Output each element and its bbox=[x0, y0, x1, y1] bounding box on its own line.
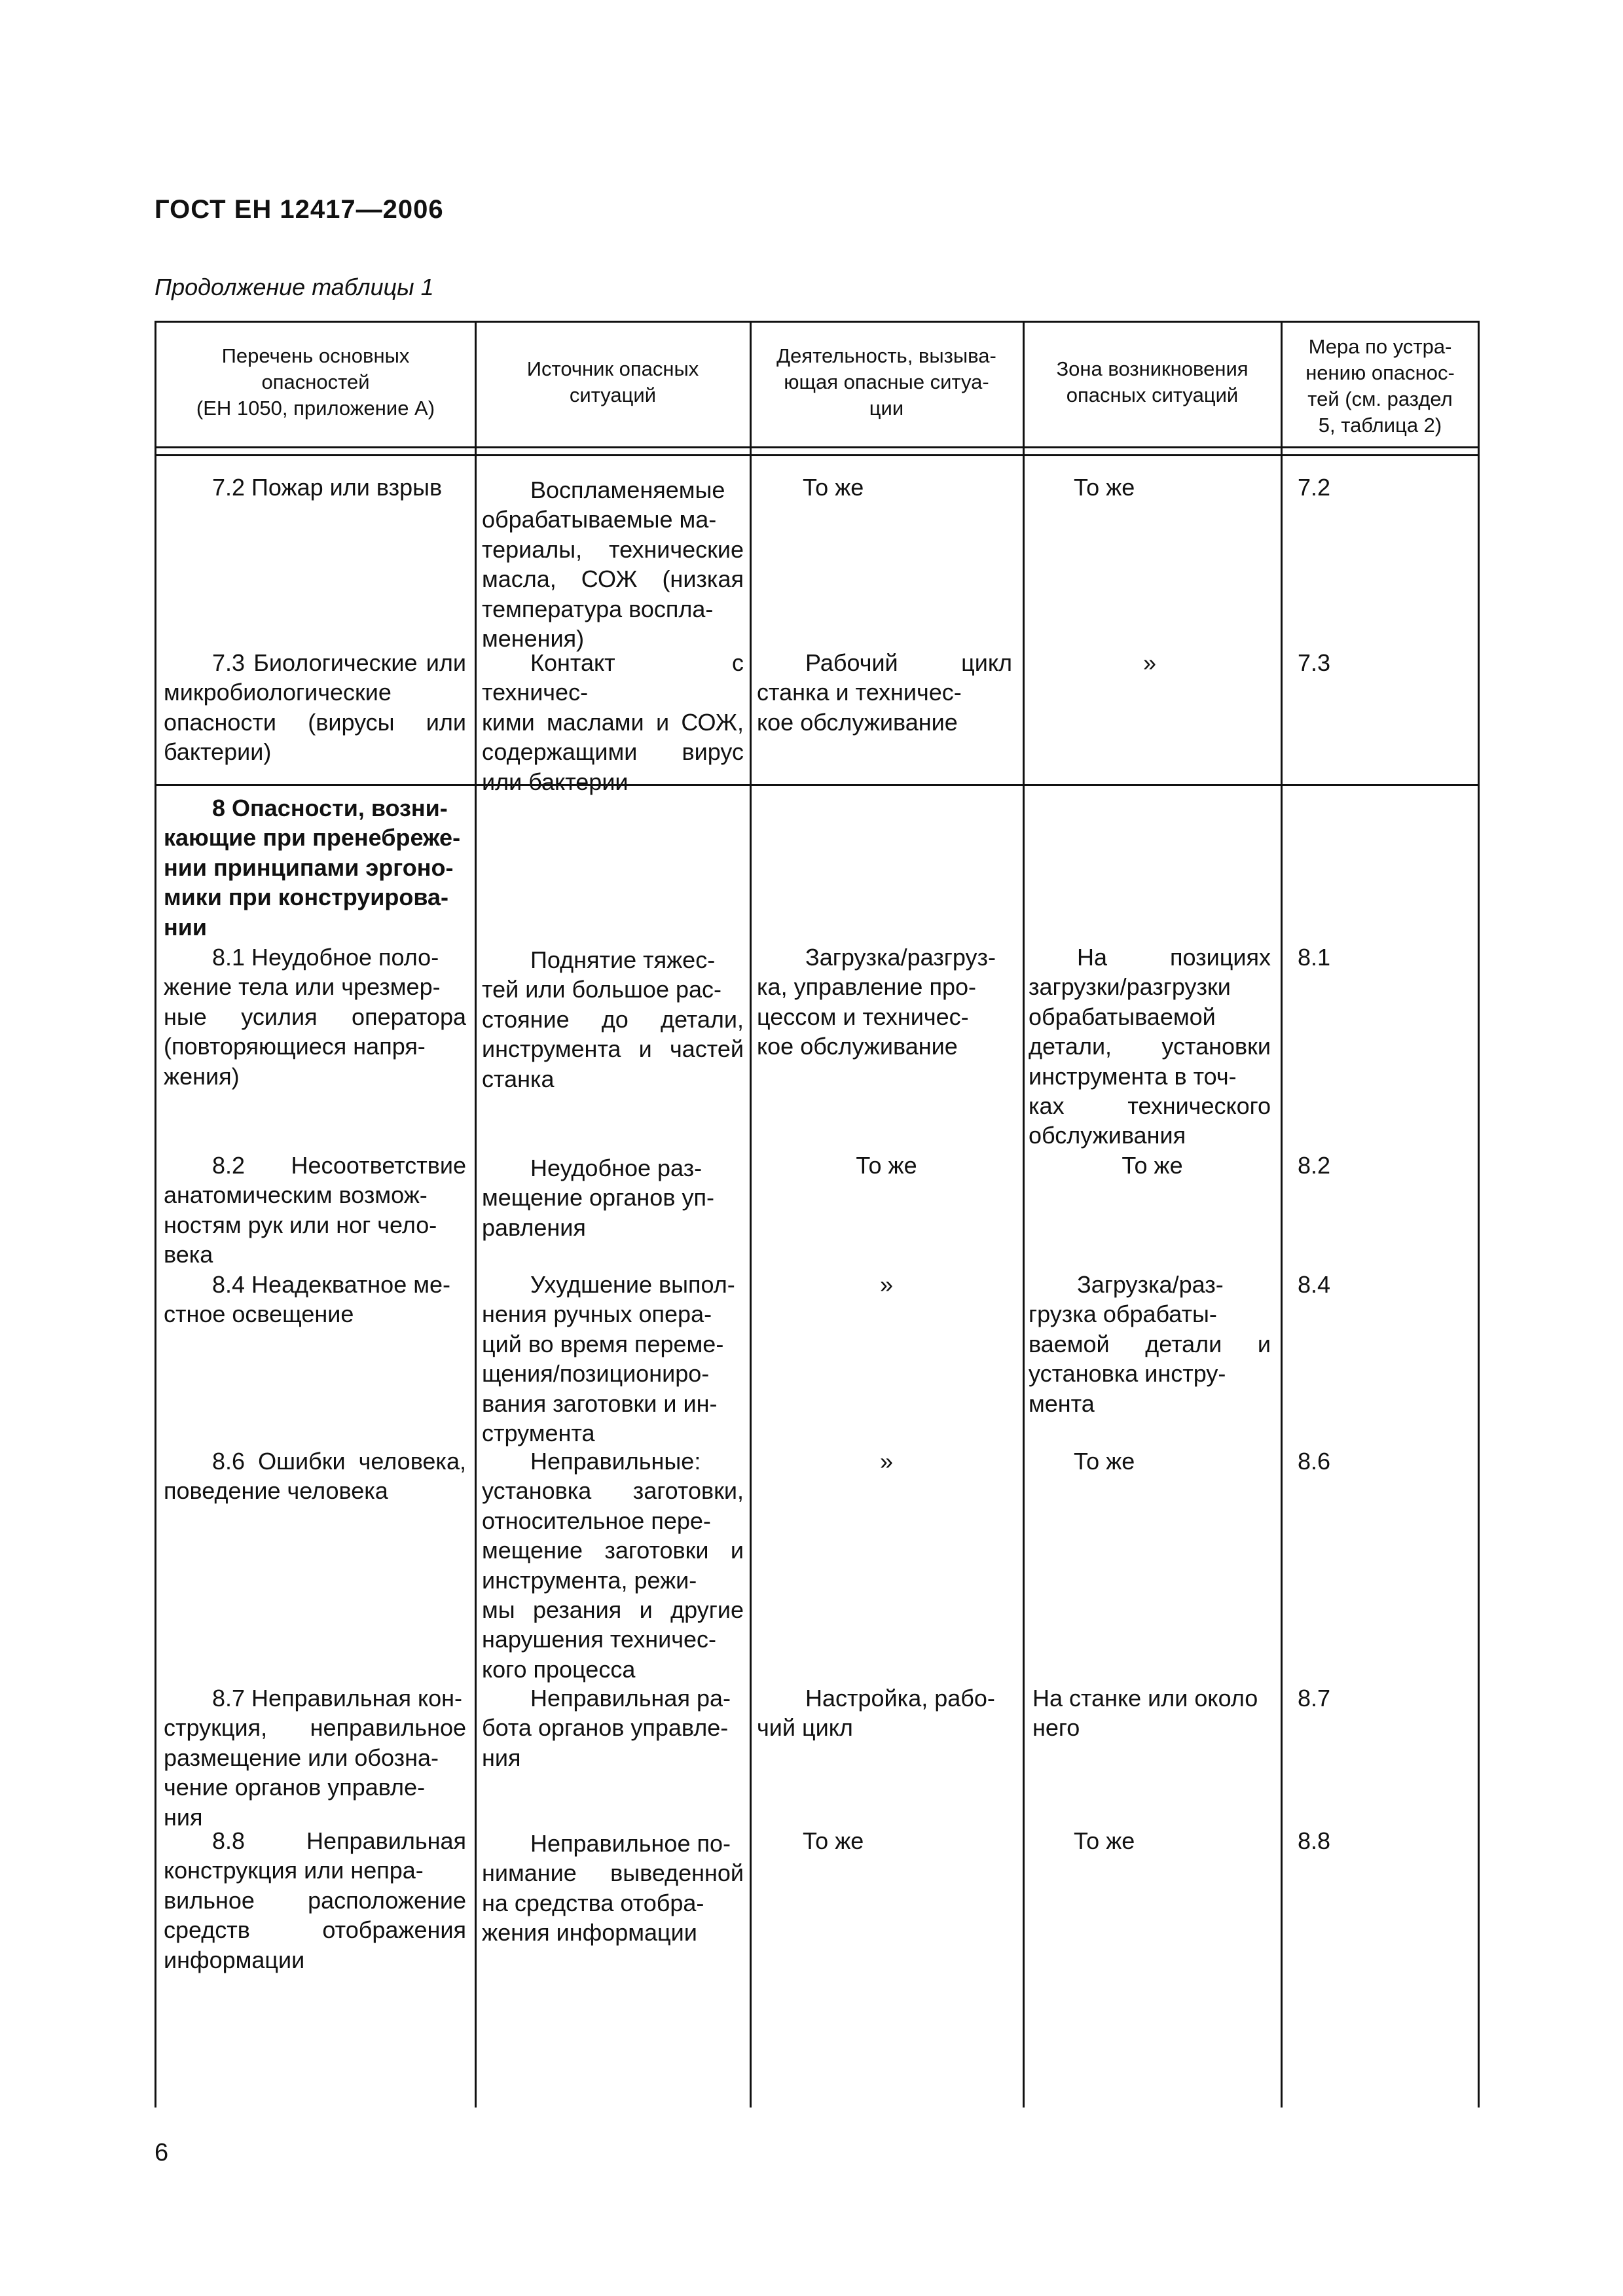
table-cell-source: Контакт с техничес- кими маслами и СОЖ, содержащими вирус или бактерии bbox=[482, 649, 744, 795]
table-cell-activity: То же bbox=[803, 1827, 864, 1854]
table-cell-zone: То же bbox=[1074, 1827, 1135, 1854]
table-cell-zone: » bbox=[1142, 649, 1157, 676]
table-cell-hazard: 8.7 Неправильная кон- струкция, неправильное размещение или обозна- чение органов управле- ния bbox=[164, 1685, 466, 1831]
table-cell-hazard: 8.6 Ошибки человека, поведение человека bbox=[164, 1448, 466, 1505]
table-cell-zone: Загрузка/раз- грузка обрабаты- ваемой детали и установка инстру- мента bbox=[1029, 1271, 1271, 1417]
table-cell-measure: 7.2 bbox=[1298, 474, 1331, 501]
column-header-measure: Мера по устра- нению опаснос- тей (см. раздел 5, таблица 2) bbox=[1305, 335, 1455, 437]
table-caption: Продолжение таблицы 1 bbox=[155, 274, 434, 300]
table-cell-activity: Загрузка/разгруз- ка, управление про- цессом и техничес- кое обслуживание bbox=[757, 944, 996, 1060]
table-cell-hazard: 8.4 Неадекватное ме- стное освещение bbox=[164, 1271, 450, 1328]
table-cell-source: Ухудшение выпол- нения ручных опера- ций во время переме- щения/позициониро- вания заготовки и ин- струмента bbox=[482, 1271, 735, 1447]
table-cell-activity: То же bbox=[803, 474, 864, 501]
table-cell-activity: » bbox=[879, 1448, 894, 1475]
table-cell-hazard: 8.8 Неправильная конструкция или непра- вильное расположение средств отображения информации bbox=[164, 1827, 466, 1973]
table-cell-source: Воспламеняемые обрабатываемые ма- териалы, технические масла, СОЖ (низкая температура воспла- менения) bbox=[482, 476, 744, 653]
table-cell-activity: То же bbox=[856, 1152, 917, 1179]
table-cell-source: Неправильные: установка заготовки, относительное пере- мещение заготовки и инструмента, режи- мы резания и другие нарушения техничес- кого процесса bbox=[482, 1448, 744, 1683]
column-header-zone: Зона возникновения опасных ситуаций bbox=[1056, 357, 1249, 406]
column-header-hazards: Перечень основных опасностей (ЕН 1050, приложение А) bbox=[196, 344, 435, 420]
table-cell-measure: 7.3 bbox=[1298, 649, 1331, 676]
table-cell-hazard: 8.1 Неудобное поло- жение тела или чрезмер- ные усилия оператора (повторяющиеся напря- жения) bbox=[164, 944, 466, 1090]
column-header-activity: Деятельность, вызыва- ющая опасные ситуа- ции bbox=[776, 344, 996, 420]
document-header: ГОСТ ЕН 12417—2006 bbox=[155, 195, 444, 224]
table-cell-source: Неправильная ра- бота органов управле- ния bbox=[482, 1685, 731, 1771]
table-cell-hazard: 7.2 Пожар или взрыв bbox=[212, 474, 443, 501]
table-cell-source: Поднятие тяжес- тей или большое рас- стояние до детали, инструмента и частей станка bbox=[482, 946, 744, 1092]
hazard-table bbox=[155, 321, 1480, 2108]
table-cell-zone: На позициях загрузки/разгрузки обрабатываемой детали, установки инструмента в точ- ках технического обслуживания bbox=[1029, 944, 1271, 1149]
table-cell-zone: То же bbox=[1122, 1152, 1183, 1179]
table-cell-measure: 8.7 bbox=[1298, 1685, 1331, 1712]
table-cell-measure: 8.8 bbox=[1298, 1827, 1331, 1854]
table-cell-activity: Рабочий цикл станка и техничес- кое обслуживание bbox=[757, 649, 1012, 736]
table-cell-measure: 8.6 bbox=[1298, 1448, 1331, 1475]
table-group-title: 8 Опасности, возни- кающие при пренебреже- нии принципами эргоно- мики при конструирова- нии bbox=[164, 795, 461, 941]
column-header-source: Источник опасных ситуаций bbox=[526, 357, 699, 406]
table-cell-hazard: 8.2 Несоответствие анатомическим возмож- ностям рук или ног чело- века bbox=[164, 1152, 466, 1268]
table-cell-measure: 8.1 bbox=[1298, 944, 1331, 971]
table-cell-zone: То же bbox=[1074, 1448, 1135, 1475]
table-cell-zone: То же bbox=[1074, 474, 1135, 501]
table-cell-activity: » bbox=[879, 1271, 894, 1298]
table-cell-hazard: 7.3 Биологические или микробиологические опасности (вирусы или бактерии) bbox=[164, 649, 466, 766]
table-cell-activity: Настройка, рабо- чий цикл bbox=[757, 1685, 995, 1742]
table-cell-zone: На станке или около него bbox=[1032, 1685, 1258, 1742]
table-cell-source: Неудобное раз- мещение органов уп- равления bbox=[482, 1155, 714, 1241]
table-cell-measure: 8.2 bbox=[1298, 1152, 1331, 1179]
table-cell-source: Неправильное по- нимание выведенной на средства отобра- жения информации bbox=[482, 1830, 744, 1946]
page-number: 6 bbox=[155, 2139, 169, 2166]
table-cell-measure: 8.4 bbox=[1298, 1271, 1331, 1298]
